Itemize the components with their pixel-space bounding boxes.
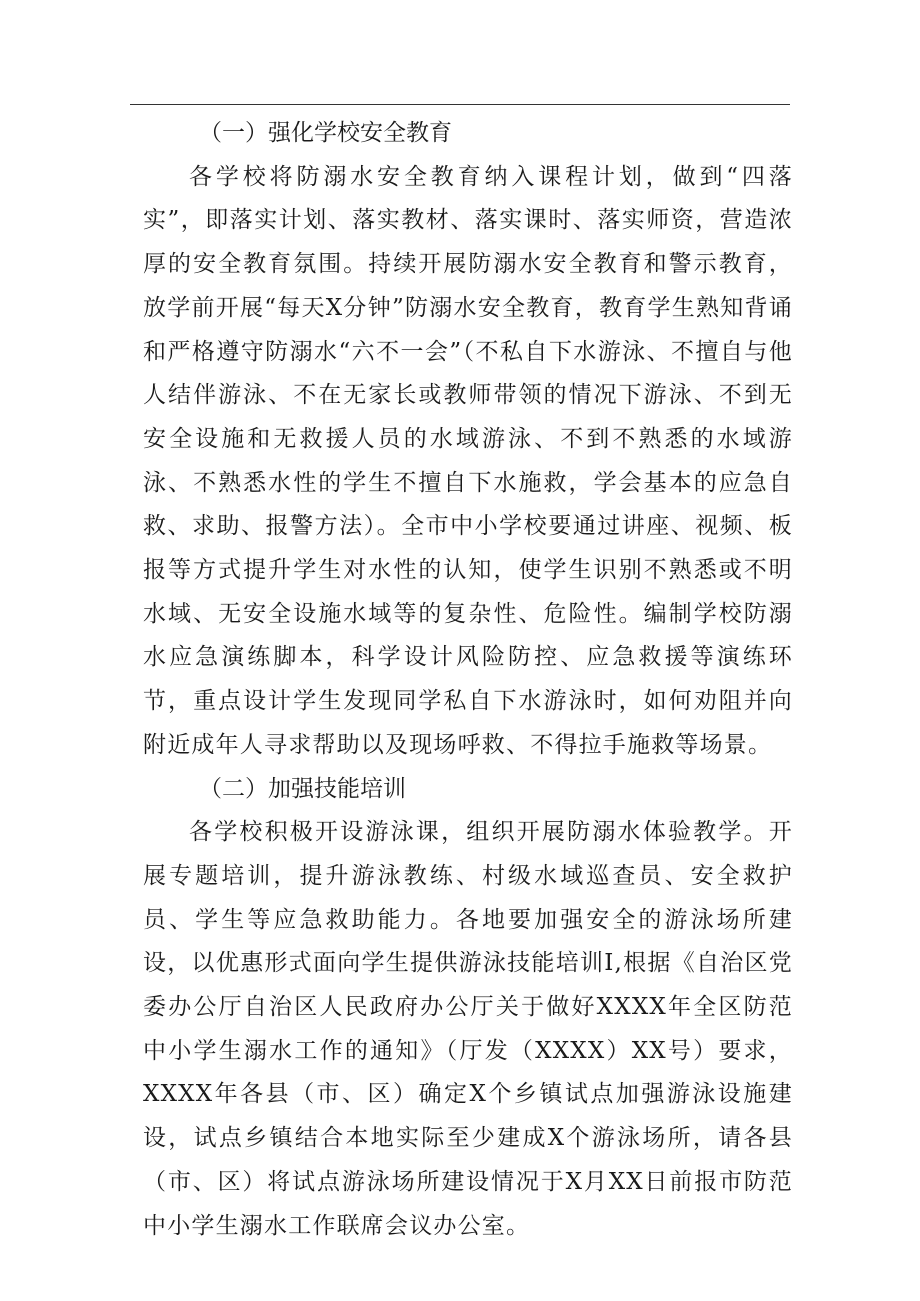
section-1-heading: （一）强化学校安全教育	[199, 120, 452, 146]
section-2-heading: （二）加强技能培训	[199, 775, 406, 802]
document-body	[143, 112, 793, 1248]
header-rule	[130, 104, 790, 105]
section-1-paragraph: 各学校将防溺水安全教育纳入课程计划，做到“四落实”，即落实计划、落实教材、落实课时、落实师资，营造浓厚的安全教育氛围。持续开展防溺水安全教育和警示教育，放学前开展“每天X分钟”防溺水安全教育，教育学生熟知背诵和严格遵守防溺水“六不一会”（不私自下水游泳、不擅自与他人结伴游泳、不在无家长或教师带领的情况下游泳、不到无安全设施和无救援人员的水域游泳、不到不熟悉的水域游泳、不熟悉水性的学生不擅自下水施救，学会基本的应急自救、求助、报警方法）。全市中小学校要通过讲座、视频、板报等方式提升学生对水性的认知，使学生识别不熟悉或不明水域、无安全设施水域等的复杂性、危险性。编制学校防溺水应急演练脚本，科学设计风险防控、应急救援等演练环节，重点设计学生发现同学私自下水游泳时，如何劝阻并向附近成年人寻求帮助以及现场呼救、不得拉手施救等场景。	[143, 163, 793, 758]
section-2-paragraph: 各学校积极开设游泳课，组织开展防溺水体验教学。开展专题培训，提升游泳教练、村级水域巡查员、安全救护员、学生等应急救助能力。各地要加强安全的游泳场所建设，以优惠形式面向学生提供游泳技能培训I,根据《自治区党委办公厅自治区人民政府办公厅关于做好XXXX年全区防范中小学生溺水工作的通知》（厅发（XXXX）XX号）要求，XXXX年各县（市、区）确定X个乡镇试点加强游泳设施建设，试点乡镇结合本地实际至少建成X个游泳场所，请各县（市、区）将试点游泳场所建设情况于X月XX日前报市防范中小学生溺水工作联席会议办公室。	[143, 819, 793, 1239]
